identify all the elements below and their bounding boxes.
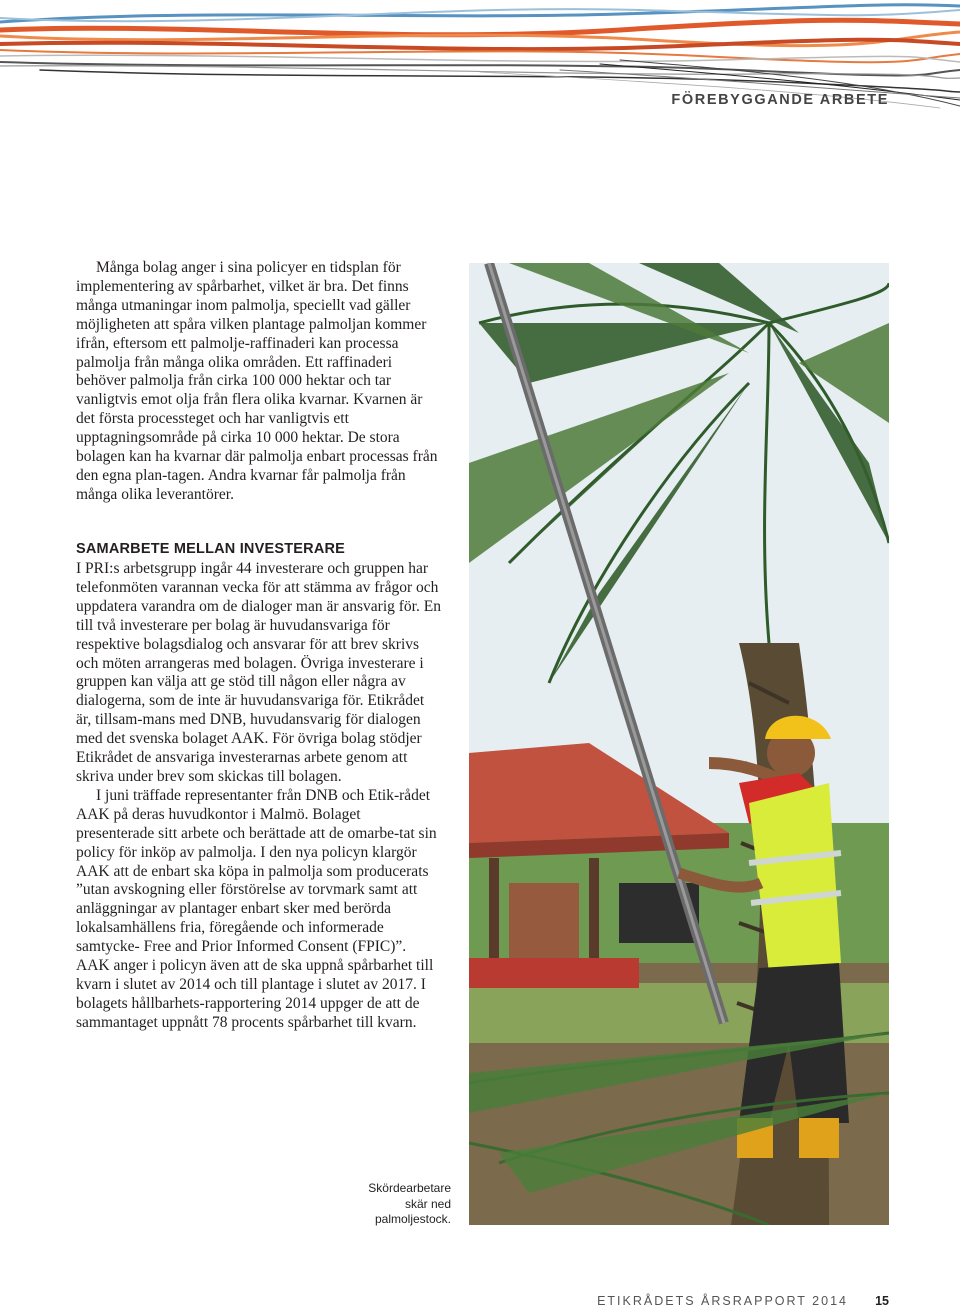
photo-caption: [340, 1181, 451, 1228]
caption-line-3: palmoljestock.: [374, 1212, 451, 1226]
intro-column: [76, 259, 442, 505]
section-label: FÖREBYGGANDE ARBETE: [671, 92, 889, 108]
section-heading: SAMARBETE MELLAN INVESTERARE: [76, 541, 346, 557]
section-paragraph-2: I juni träffade representanter från DNB och Etik-rådet AAK på deras huvudkontor i Malmö. Bolaget presenterade sitt arbete och berättade att de omarbe-tat sin policy för inköp av palmolja. I den nya policyn klargör AAK att de enbart ska köpa in palmolja som producerats ”utan avskogning eller förstörelse av torvmark samt att anläggningar av plantager enbart sker med berörda lokalsamhällens fria, föregående och informerade samtycke- Free and Prior Informed Consent (FPIC)”. AAK anger i policyn även att de ska uppnå spårbarhet till kvarn i slutet av 2014 och till plantage i slutet av 2017. I bolagets hållbarhets-rapportering 2014 uppger de att de sammantaget uppnått 78 procents spårbarhet till kvarn.: [76, 786, 437, 1031]
article-section: [76, 540, 442, 1033]
harvester-photo: [469, 263, 889, 1225]
caption-line-1: Skördearbetare: [368, 1181, 451, 1195]
intro-paragraph: Många bolag anger i sina policyer en tidsplan för implementering av spårbarhet, vilket är bra. Det finns många utmaningar inom palmolja, speciellt vad gäller möjligheten att spåra vilken plantage palmoljan kommer ifrån, eftersom ett palmolje-raffinaderi kan processa palmolja från många olika områden. Ett raffinaderi behöver palmolja från cirka 100 000 hektar och tar vanligtvis emot olja från flera olika kvarnar. Kvarnen är det första processteget och har vanligtvis ett upptagningsområde på cirka 10 000 hektar. De stora bolagen kan ha kvarnar där palmolja enbart processas från den egna plan-tagen. Andra kvarnar får palmolja från många olika leverantörer.: [76, 259, 438, 503]
section-paragraph-1: I PRI:s arbetsgrupp ingår 44 investerare och gruppen har telefonmöten varannan vecka för att stämma av frågor och uppdatera varandra om de dialoger man är ansvarig för. En till två investerare per bolag är huvudansvariga för respektive bolagsdialog och ansvarar för att brev skrivs och möten arrangeras med bolagen. Övriga investerare i gruppen kan välja att ge stöd till någon eller några av dialogerna, som de inte är huvudansvariga för. Etikrådet är, tillsam-mans med DNB, huvudansvarig för dialogen med det svenska bolaget AAK. För övriga bolag stödjer Etikrådet de ansvariga investerarnas arbete genom att skriva under brev som skickas till bolagen.: [76, 560, 441, 785]
page-number: 15: [875, 1294, 889, 1308]
caption-line-2: skär ned: [404, 1196, 451, 1211]
footer-publication: ETIKRÅDETS ÅRSRAPPORT 2014: [597, 1294, 848, 1308]
